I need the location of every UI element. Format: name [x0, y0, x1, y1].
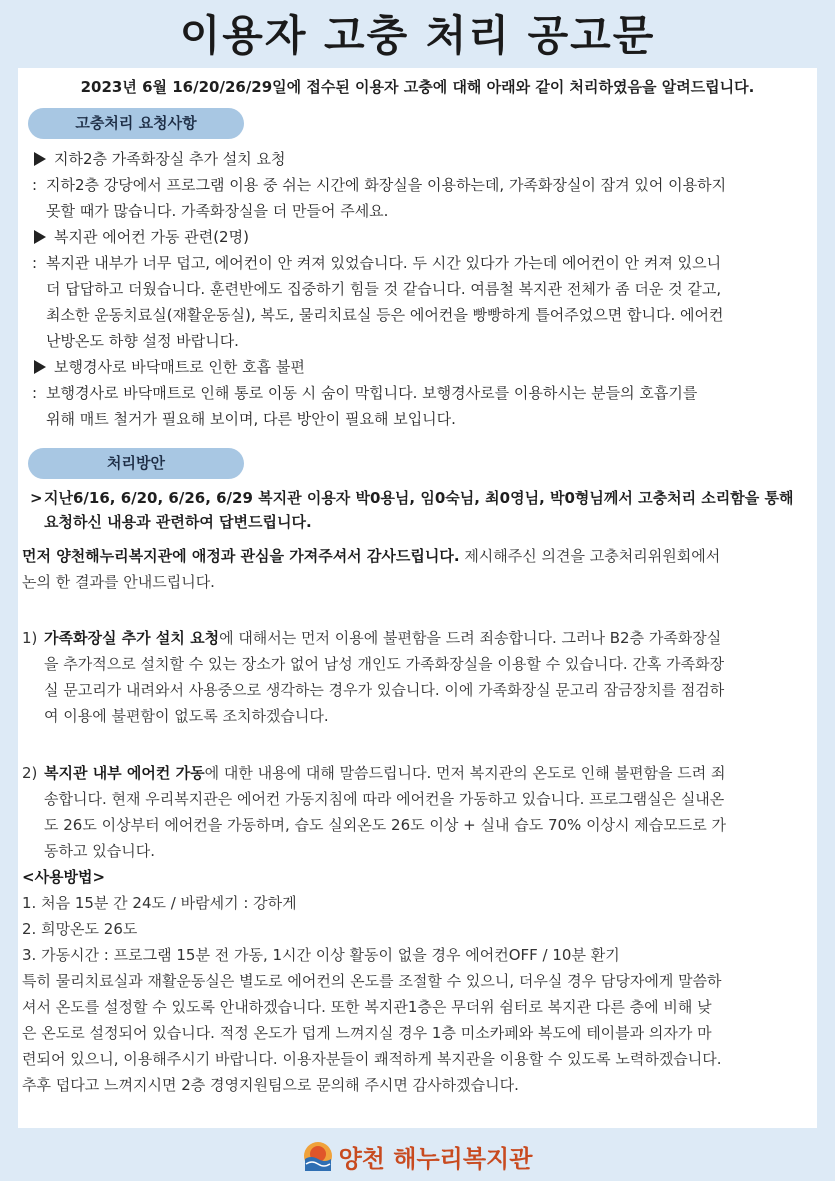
- answer-line: 실 문고리가 내려와서 사용중으로 생각하는 경우가 있습니다. 이에 가족화장실 문고리 잠금장치를 점검하: [44, 681, 725, 699]
- request-line: 최소한 운동치료실(재활운동실), 복도, 물리치료실 등은 에어컨을 빵빵하게 틀어주었으면 합니다. 에어컨: [46, 306, 724, 324]
- request-item-3: 보행경사로 바닥매트로 인한 호흡 불편 : 보행경사로 바닥매트로 인해 통로 이동 시 숨이 막힙니다. 보행경사로를 이용하시는 분들의 호흡기를 위해 매트 철거가 필요해 보이며, 다른 방안이 필요해 보입니다.: [32, 354, 808, 432]
- request-line: 못할 때가 많습니다. 가족화장실을 더 만들어 주세요.: [46, 202, 389, 220]
- answer-number: 1): [22, 629, 38, 647]
- triangle-bullet-icon: [34, 360, 46, 374]
- closing-line: 은 온도로 설정되어 있습니다. 적정 온도가 덥게 느껴지실 경우 1층 미소카페와 복도에 테이블과 의자가 마: [22, 1024, 712, 1042]
- usage-title: <사용방법>: [22, 868, 106, 886]
- request-line: 보행경사로 바닥매트로 인해 통로 이동 시 숨이 막힙니다. 보행경사로를 이용하시는 분들의 호흡기를: [46, 384, 698, 402]
- notice-panel: [18, 68, 817, 1128]
- answer-line: 여 이용에 불편함이 없도록 조치하겠습니다.: [44, 707, 329, 725]
- request-line: 복지관 내부가 너무 덥고, 에어컨이 안 켜져 있었습니다. 두 시간 있다가 가는데 에어컨이 안 켜져 있으니: [46, 254, 722, 272]
- reply-line: 요청하신 내용과 관련하여 답변드립니다.: [44, 513, 312, 531]
- usage-item: 2. 희망온도 26도: [22, 920, 138, 938]
- closing-line: 셔서 온도를 설정할 수 있도록 안내하겠습니다. 또한 복지관1층은 무더위 쉼터로 복지관 다른 층에 비해 낮: [22, 998, 712, 1016]
- request-title: 보행경사로 바닥매트로 인한 호흡 불편: [54, 358, 305, 376]
- answer-line: 에 대해서는 먼저 이용에 불편함을 드려 죄송합니다. 그러나 B2층 가족화장실: [219, 629, 722, 647]
- intro-text: 2023년 6월 16/20/26/29일에 접수된 이용자 고충에 대해 아래와 같이 처리하였음을 알려드립니다.: [80, 78, 755, 96]
- reply-line: 지난6/16, 6/20, 6/26, 6/29 복지관 이용자 박0용님, 임0숙님, 최0영님, 박0형님께서 고충처리 소리함을 통해: [44, 489, 794, 507]
- thanks-line: 논의 한 결과를 안내드립니다.: [22, 573, 215, 591]
- request-line: 지하2층 강당에서 프로그램 이용 중 쉬는 시간에 화장실을 이용하는데, 가족화장실이 잠겨 있어 이용하지: [46, 176, 727, 194]
- answer-line: 에 대한 내용에 대해 말씀드립니다. 먼저 복지관의 온도로 인해 불편함을 드려 죄: [204, 764, 726, 782]
- answer-bold: 가족화장실 추가 설치 요청: [44, 629, 220, 647]
- closing-line: 추후 덥다고 느껴지시면 2층 경영지원팀으로 문의해 주시면 감사하겠습니다.: [22, 1076, 519, 1094]
- closing-line: 특히 물리치료실과 재활운동실은 별도로 에어컨의 온도를 조절할 수 있으니, 더우실 경우 담당자에게 말씀하: [22, 972, 722, 990]
- triangle-bullet-icon: [34, 152, 46, 166]
- answer-line: 송합니다. 현재 우리복지관은 에어컨 가동지침에 따라 에어컨을 가동하고 있습니다. 프로그램실은 실내온: [44, 790, 725, 808]
- response-header: 처리방안: [28, 448, 244, 479]
- request-line: 난방온도 하향 설정 바랍니다.: [46, 332, 239, 350]
- footer-logo: [0, 1138, 835, 1174]
- usage-item: 1. 처음 15분 간 24도 / 바람세기 : 강하게: [22, 894, 297, 912]
- page-title: 이용자 고충 처리 공고문: [179, 11, 656, 60]
- answer-1: [22, 625, 812, 729]
- triangle-bullet-icon: [34, 230, 46, 244]
- logo-text: 양천 해누리복지관: [338, 1143, 533, 1173]
- usage-item: 3. 가동시간 : 프로그램 15분 전 가동, 1시간 이상 활동이 없을 경우 에어컨OFF / 10분 환기: [22, 946, 620, 964]
- thanks-bold: 먼저 양천해누리복지관에 애정과 관심을 가져주셔서 감사드립니다.: [22, 547, 460, 565]
- closing-line: 련되어 있으니, 이용해주시기 바랍니다. 이용자분들이 쾌적하게 복지관을 이용할 수 있도록 노력하겠습니다.: [22, 1050, 722, 1068]
- sun-wave-logo-icon: [303, 1141, 333, 1171]
- requests-header: 고충처리 요청사항: [28, 108, 244, 139]
- thanks-paragraph: [22, 543, 812, 595]
- reply-mark: >: [30, 489, 43, 507]
- answer-number: 2): [22, 764, 38, 782]
- request-line: 위해 매트 철거가 필요해 보이며, 다른 방안이 필요해 보입니다.: [46, 410, 456, 428]
- answer-line: 도 26도 이상부터 에어컨을 가동하며, 습도 실외온도 26도 이상 + 실내 습도 70% 이상시 제습모드로 가: [44, 816, 727, 834]
- answer-line: 동하고 있습니다.: [44, 842, 155, 860]
- request-item-1: 지하2층 가족화장실 추가 설치 요청 : 지하2층 강당에서 프로그램 이용 중 쉬는 시간에 화장실을 이용하는데, 가족화장실이 잠겨 있어 이용하지 못할 때가 많습니다. 가족화장실을 더 만들어 주세요.: [32, 146, 808, 224]
- thanks-rest: 제시해주신 의견을 고충처리위원회에서: [459, 547, 721, 565]
- request-line: 더 답답하고 더웠습니다. 훈련반에도 집중하기 힘들 것 같습니다. 여름철 복지관 전체가 좀 더운 것 같고,: [46, 280, 722, 298]
- answer-line: 을 추가적으로 설치할 수 있는 장소가 없어 남성 개인도 가족화장실을 이용할 수 있습니다. 간혹 가족화장: [44, 655, 725, 673]
- request-title: 지하2층 가족화장실 추가 설치 요청: [54, 150, 286, 168]
- request-item-2: 복지관 에어컨 가동 관련(2명) : 복지관 내부가 너무 덥고, 에어컨이 안 켜져 있었습니다. 두 시간 있다가 가는데 에어컨이 안 켜져 있으니 더 답답하고 더웠습니다. 훈련반에도 집중하기 힘들 것 같습니다. 여름철 복지관 전체가 좀 더운 것 같고, 최소한 운동치료실(재활운동실), 복도, 물리치료실 등은 에어컨을 빵빵하게 틀어주었으면 합니다. 에어컨 난방온도 하향 설정 바랍니다.: [32, 224, 808, 354]
- request-title: 복지관 에어컨 가동 관련(2명): [54, 228, 249, 246]
- usage-section: [22, 864, 812, 1098]
- answer-2: [22, 760, 812, 864]
- answer-bold: 복지관 내부 에어컨 가동: [44, 764, 205, 782]
- reply-intro: [30, 486, 812, 534]
